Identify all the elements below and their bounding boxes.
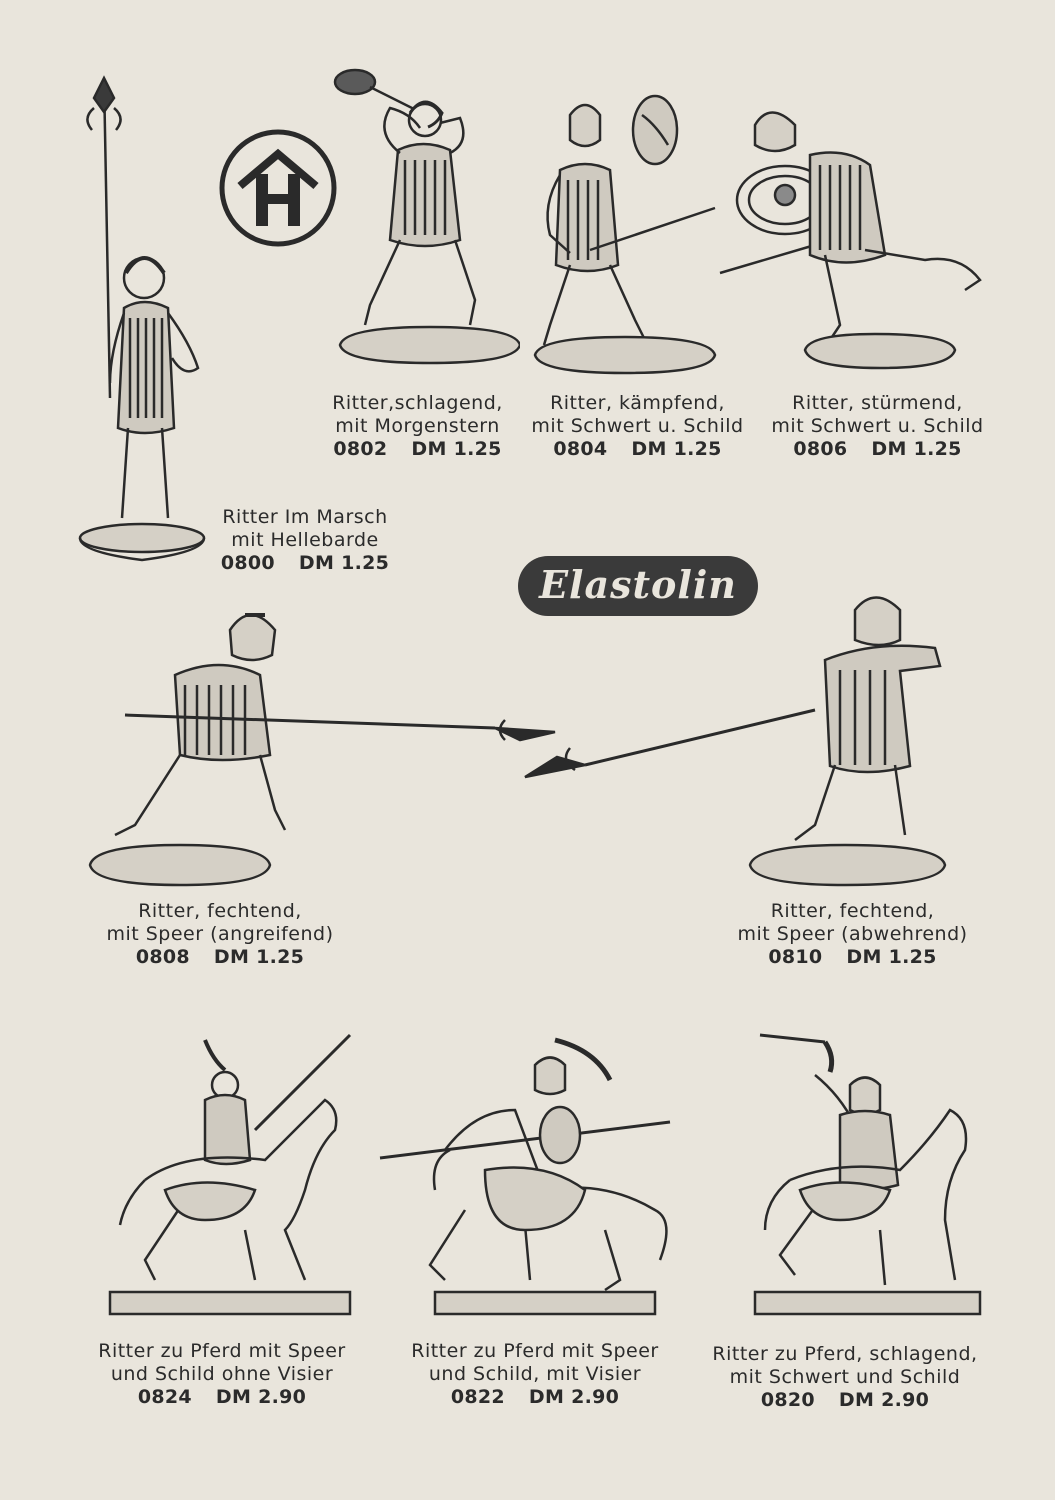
caption-line1: Ritter zu Pferd, schlagend, (712, 1343, 978, 1365)
caption-code-price (75, 946, 365, 969)
caption-line2: mit Schwert und Schild (729, 1366, 961, 1388)
caption-line2: mit Speer (angreifend) (106, 923, 334, 945)
caption-code-price (195, 552, 415, 575)
caption-0824 (72, 1340, 372, 1409)
knight-spear-attack-figure (85, 600, 575, 890)
item-price: DM 1.25 (298, 552, 390, 574)
caption-line2: mit Speer (abwehrend) (737, 923, 968, 945)
caption-line1: Ritter, stürmend, (792, 392, 963, 414)
caption-0806 (760, 392, 995, 461)
caption-line2: und Schild, mit Visier (428, 1363, 642, 1385)
item-price: DM 2.90 (528, 1386, 620, 1408)
caption-0800 (195, 506, 415, 575)
brand-name: Elastolin (539, 562, 737, 607)
item-code: 0800 (220, 552, 275, 574)
knight-halberd-figure (66, 68, 216, 563)
caption-code-price (515, 438, 760, 461)
item-code: 0820 (760, 1389, 815, 1411)
mounted-knight-sword-figure (750, 1030, 990, 1320)
item-price: DM 2.90 (215, 1386, 307, 1408)
caption-code-price (705, 946, 1000, 969)
item-code: 0810 (768, 946, 823, 968)
caption-line1: Ritter, kämpfend, (550, 392, 725, 414)
mounted-knight-spear-open-figure (105, 1030, 355, 1320)
knight-morningstar-figure (330, 65, 520, 380)
caption-line2: mit Morgenstern (335, 415, 500, 437)
item-price: DM 2.90 (838, 1389, 930, 1411)
item-code: 0822 (450, 1386, 505, 1408)
caption-line1: Ritter zu Pferd mit Speer (411, 1340, 659, 1362)
caption-0804 (515, 392, 760, 461)
caption-line1: Ritter Im Marsch (222, 506, 388, 528)
item-code: 0804 (553, 438, 608, 460)
caption-code-price (690, 1389, 1000, 1412)
caption-line1: Ritter, fechtend, (770, 900, 935, 922)
house-h-logo-icon (218, 128, 338, 248)
item-price: DM 1.25 (631, 438, 722, 460)
caption-code-price (760, 438, 995, 461)
caption-code-price (310, 438, 525, 461)
mounted-knight-spear-visor-figure (375, 1030, 675, 1320)
caption-code-price (385, 1386, 685, 1409)
caption-code-price (72, 1386, 372, 1409)
caption-line1: Ritter zu Pferd mit Speer (98, 1340, 346, 1362)
caption-0820 (690, 1343, 1000, 1412)
item-price: DM 1.25 (846, 946, 937, 968)
knight-spear-defend-figure (515, 590, 980, 890)
item-code: 0806 (793, 438, 848, 460)
caption-line2: mit Hellebarde (231, 529, 379, 551)
item-price: DM 1.25 (411, 438, 502, 460)
caption-line1: Ritter,schlagend, (332, 392, 503, 414)
caption-line2: mit Schwert u. Schild (531, 415, 744, 437)
caption-line1: Ritter, fechtend, (138, 900, 302, 922)
item-code: 0824 (137, 1386, 192, 1408)
knight-sword-shield-figure (530, 90, 720, 380)
caption-line2: mit Schwert u. Schild (771, 415, 984, 437)
item-code: 0802 (333, 438, 388, 460)
caption-0802 (310, 392, 525, 461)
caption-0810 (705, 900, 1000, 969)
item-price: DM 1.25 (213, 946, 305, 968)
knight-charging-figure (715, 95, 985, 380)
item-code: 0808 (135, 946, 190, 968)
item-price: DM 1.25 (871, 438, 962, 460)
caption-line2: und Schild ohne Visier (110, 1363, 334, 1385)
caption-0822 (385, 1340, 685, 1409)
caption-0808 (75, 900, 365, 969)
